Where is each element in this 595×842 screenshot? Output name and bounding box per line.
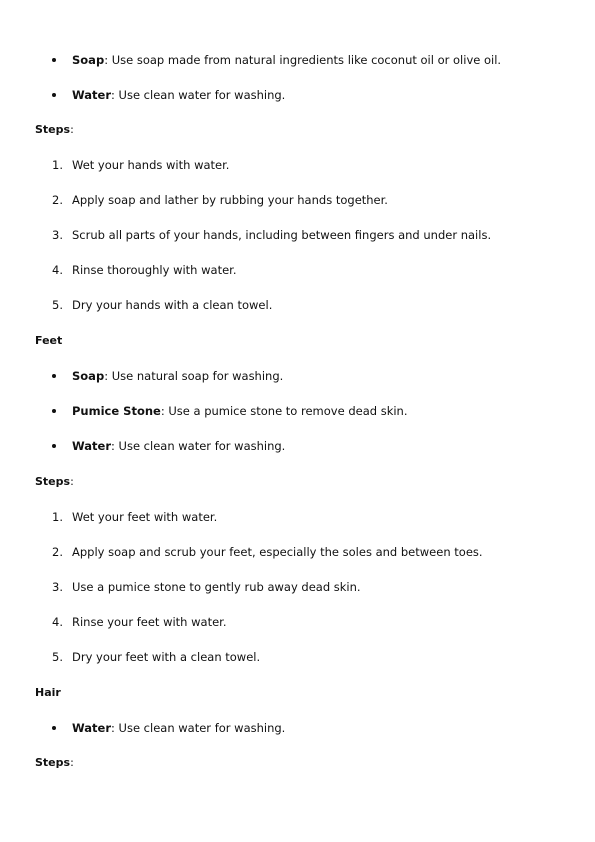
step-number: 4. xyxy=(52,615,63,629)
step-text: Rinse thoroughly with water. xyxy=(72,263,237,277)
step-number: 5. xyxy=(52,650,63,664)
bullet-dot-icon xyxy=(52,58,56,62)
step-number: 1. xyxy=(52,510,63,524)
bullet-dot-icon xyxy=(52,409,56,413)
bullet-text: : Use clean water for washing. xyxy=(111,88,286,102)
step-text: Apply soap and scrub your feet, especially the soles and between toes. xyxy=(72,545,483,559)
steps-heading: Steps: xyxy=(35,123,74,136)
step-text: Wet your hands with water. xyxy=(72,158,230,172)
section-title-feet: Feet xyxy=(35,334,63,347)
step-text: Apply soap and lather by rubbing your hands together. xyxy=(72,193,388,207)
bullet-dot-icon xyxy=(52,374,56,378)
step-number: 5. xyxy=(52,298,63,312)
section-title-hair: Hair xyxy=(35,686,61,699)
steps-heading: Steps: xyxy=(35,756,74,769)
bullet-text: : Use soap made from natural ingredients like coconut oil or olive oil. xyxy=(104,53,502,67)
step-text: Dry your feet with a clean towel. xyxy=(72,650,261,664)
step-item xyxy=(52,649,260,665)
bullet-text: : Use natural soap for washing. xyxy=(104,369,284,383)
step-item xyxy=(52,157,229,173)
bullet-dot-icon xyxy=(52,444,56,448)
step-number: 3. xyxy=(52,228,63,242)
bullet-term: Water xyxy=(72,88,112,102)
bullet-dot-icon xyxy=(52,726,56,730)
bullet-term: Water xyxy=(72,721,112,735)
step-number: 2. xyxy=(52,193,63,207)
step-text: Scrub all parts of your hands, including between fingers and under nails. xyxy=(72,228,492,242)
step-item xyxy=(52,297,272,313)
bullet-text: : Use clean water for washing. xyxy=(111,721,286,735)
step-number: 2. xyxy=(52,545,63,559)
step-item xyxy=(52,227,491,243)
step-text: Rinse your feet with water. xyxy=(72,615,227,629)
step-text: Use a pumice stone to gently rub away dead skin. xyxy=(72,580,361,594)
steps-heading: Steps: xyxy=(35,475,74,488)
step-item xyxy=(52,614,227,630)
bullet-term: Water xyxy=(72,439,112,453)
bullet-term: Soap xyxy=(72,369,105,383)
step-text: Dry your hands with a clean towel. xyxy=(72,298,273,312)
bullet-dot-icon xyxy=(52,93,56,97)
step-number: 1. xyxy=(52,158,63,172)
step-number: 4. xyxy=(52,263,63,277)
step-number: 3. xyxy=(52,580,63,594)
step-item xyxy=(52,262,237,278)
step-text: Wet your feet with water. xyxy=(72,510,218,524)
step-item xyxy=(52,579,361,595)
step-item xyxy=(52,192,388,208)
step-item xyxy=(52,544,483,560)
bullet-term: Soap xyxy=(72,53,105,67)
bullet-text: : Use a pumice stone to remove dead skin. xyxy=(160,404,408,418)
bullet-term: Pumice Stone xyxy=(72,404,161,418)
step-item xyxy=(52,509,217,525)
bullet-text: : Use clean water for washing. xyxy=(111,439,286,453)
